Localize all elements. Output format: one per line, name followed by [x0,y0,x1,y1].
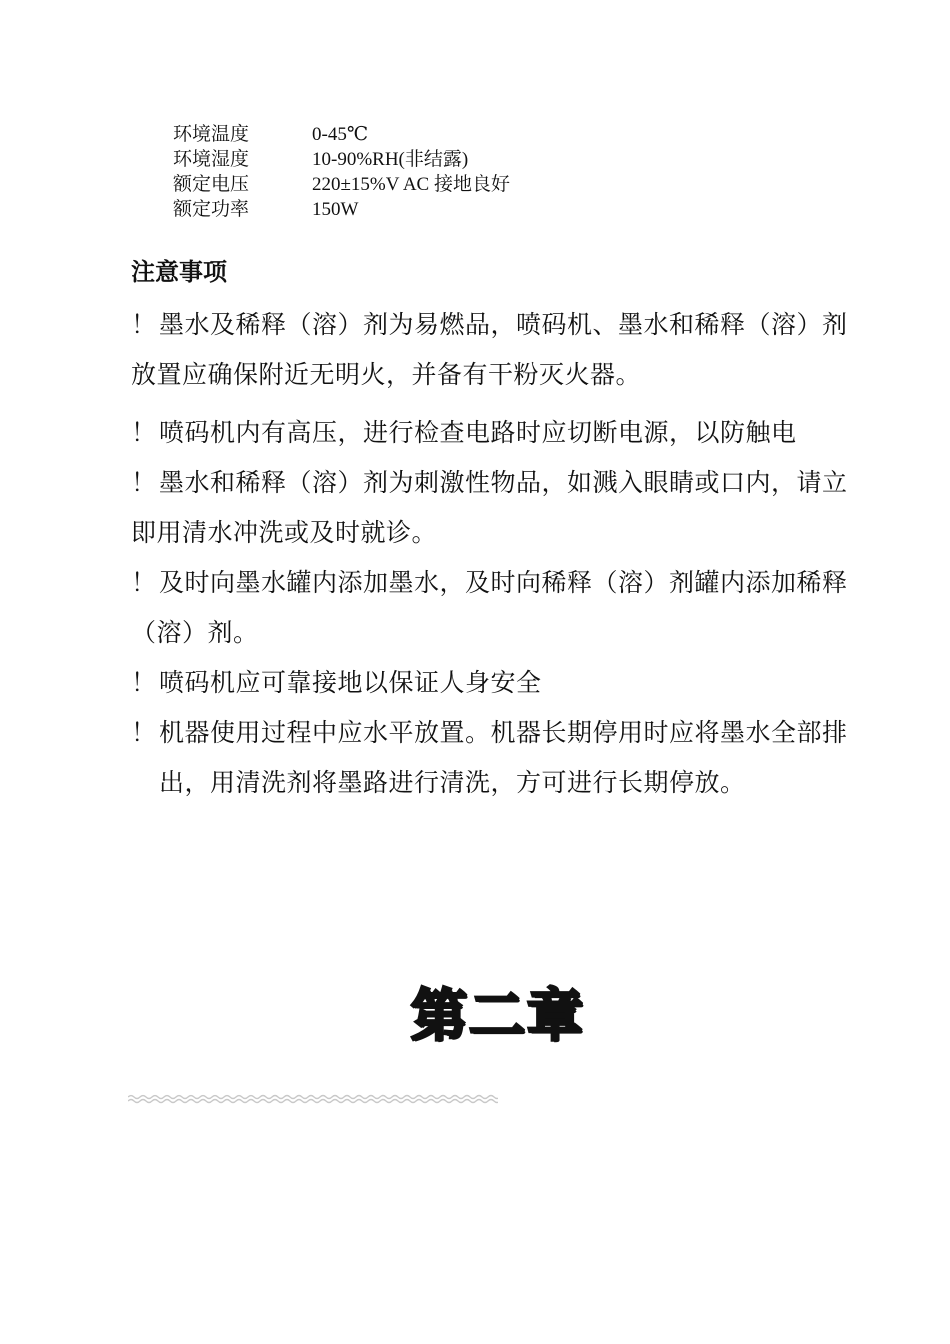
spec-value: 220±15%V AC 接地良好 [312,174,510,195]
warning-mark: ！ [131,718,157,747]
notice-list [131,300,851,808]
spec-value: 0-45℃ [312,124,369,145]
spec-row-temperature [173,122,673,147]
warning-mark: ！ [131,668,157,697]
notice-item [131,408,851,458]
warning-mark: ！ [131,310,157,339]
notice-item [131,300,851,400]
spec-table [173,122,673,222]
spec-row-humidity [173,147,673,172]
wavy-line-bottom [128,1100,498,1103]
spec-label: 额定功率 [173,198,250,220]
spec-value: 150W [312,199,359,220]
notice-title: 注意事项 [131,257,227,286]
spec-label: 额定电压 [173,173,250,195]
spec-row-voltage [173,172,673,197]
notice-text: 墨水及稀释（溶）剂为易燃品，喷码机、墨水和稀释（溶）剂放置应确保附近无明火，并备有干粉灭火器。 [131,310,848,389]
notice-text: 墨水和稀释（溶）剂为刺激性物品，如溅入眼睛或口内，请立即用清水冲洗或及时就诊。 [131,468,848,547]
spec-value: 10-90%RH(非结露) [312,149,469,170]
wavy-divider [128,1092,498,1106]
notice-text: 机器使用过程中应水平放置。机器长期停用时应将墨水全部排出，用清洗剂将墨路进行清洗，方可进行长期停放。 [159,718,848,797]
warning-mark: ！ [131,468,157,497]
warning-mark: ！ [131,568,157,597]
notice-item [131,558,851,658]
warning-mark: ！ [131,418,157,447]
notice-item [131,708,851,808]
notice-item [131,458,851,558]
spec-label: 环境湿度 [173,148,250,170]
spec-label: 环境温度 [173,123,250,145]
spec-row-power [173,197,673,222]
notice-text: 喷码机应可靠接地以保证人身安全 [159,668,542,697]
notice-item [131,658,851,708]
wavy-line-top [128,1096,498,1099]
chapter-heading: 第二章 [411,984,585,1049]
notice-text: 喷码机内有高压，进行检查电路时应切断电源，以防触电 [159,418,797,447]
notice-text: 及时向墨水罐内添加墨水，及时向稀释（溶）剂罐内添加稀释（溶）剂。 [131,568,848,647]
